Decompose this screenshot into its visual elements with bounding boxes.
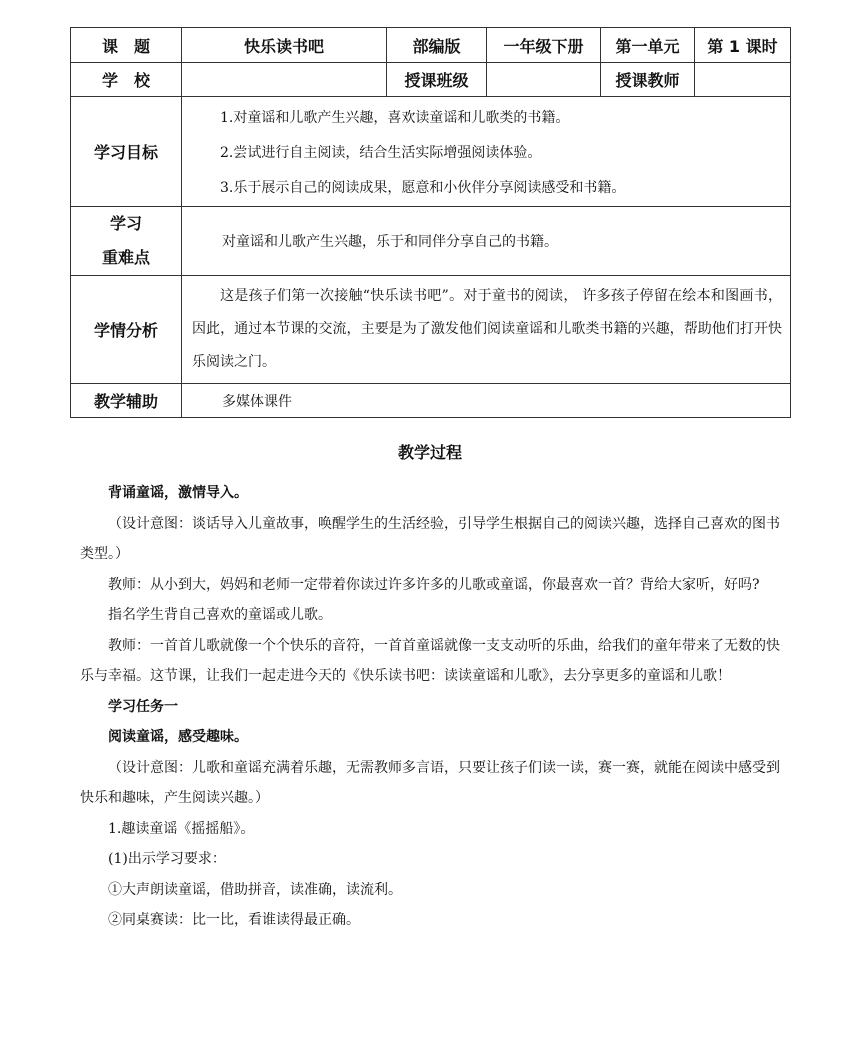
edition: 部编版 — [387, 28, 487, 63]
goal-item: 1.对童谣和儿歌产生兴趣，喜欢读童谣和儿歌类的书籍。 — [220, 110, 570, 126]
key-points-label-line1: 学习 — [109, 214, 142, 233]
analysis-row — [71, 276, 791, 384]
task-heading: 学习任务一 — [108, 698, 178, 715]
section-heading: 阅读童谣，感受趣味。 — [108, 729, 248, 745]
aids-row — [71, 384, 791, 418]
process-title: 教学过程 — [397, 443, 462, 462]
key-points-label — [71, 207, 182, 276]
topic-label: 课 题 — [71, 28, 182, 63]
lesson-period: 第 1 课时 — [695, 28, 791, 63]
paragraph: 教师：从小到大，妈妈和老师一定带着你读过许多许多的儿歌或童谣，你最喜欢一首？背给大家听，好吗? — [108, 576, 760, 593]
school-label: 学 校 — [71, 63, 182, 97]
topic-value: 快乐读书吧 — [182, 28, 387, 63]
paragraph: 教师：一首首儿歌就像一个个快乐的音符，一首首童谣就像一支支动听的乐曲，给我们的童年带来了无数的快乐与幸福。这节课，让我们一起走进今天的《快乐读书吧：读读童谣和儿歌》，去分享更多的童谣和儿歌！ — [80, 637, 780, 684]
paragraph: (1)出示学习要求： — [108, 851, 226, 867]
key-points-label-line2: 重难点 — [101, 248, 150, 267]
teacher-label: 授课教师 — [601, 63, 695, 97]
paragraph: ①大声朗读童谣，借助拼音，读准确，读流利。 — [108, 881, 402, 898]
design-intent: （设计意图：儿歌和童谣充满着乐趣，无需教师多言语，只要让孩子们读一读，赛一赛，就能在阅读中感受到快乐和趣味，产生阅读兴趣。） — [80, 759, 780, 806]
class-label: 授课班级 — [387, 63, 487, 97]
section-heading: 背诵童谣，激情导入。 — [108, 485, 248, 501]
goal-item: 3.乐于展示自己的阅读成果，愿意和小伙伴分享阅读感受和书籍。 — [220, 180, 626, 196]
school-value — [182, 63, 387, 97]
key-points-text: 对童谣和儿歌产生兴趣，乐于和同伴分享自己的书籍。 — [182, 207, 791, 276]
school-row — [71, 63, 791, 97]
paragraph: ②同桌赛读：比一比，看谁读得最正确。 — [108, 912, 360, 928]
lesson-info-table — [70, 27, 791, 418]
unit: 第一单元 — [601, 28, 695, 63]
goal-item: 2.尝试进行自主阅读，结合生活实际增强阅读体验。 — [220, 145, 542, 161]
grade: 一年级下册 — [487, 28, 601, 63]
goals-list — [182, 97, 791, 207]
key-points-row — [71, 207, 791, 276]
analysis-text: 这是孩子们第一次接触“快乐读书吧”。对于童书的阅读， 许多孩子停留在绘本和图画书，因此，通过本节课的交流，主要是为了激发他们阅读童谣和儿歌类书籍的兴趣，帮助他们打开快乐阅读之门。 — [182, 276, 791, 384]
paragraph: 1.趣读童谣《摇摇船》。 — [108, 820, 255, 837]
analysis-label: 学情分析 — [71, 276, 182, 384]
design-intent: （设计意图：谈话导入儿童故事，唤醒学生的生活经验，引导学生根据自己的阅读兴趣，选择自己喜欢的图书类型。） — [80, 515, 780, 562]
class-value — [487, 63, 601, 97]
header-row — [71, 28, 791, 63]
teacher-value — [695, 63, 791, 97]
aids-label: 教学辅助 — [71, 384, 182, 418]
process-body — [80, 478, 780, 936]
paragraph: 指名学生背自己喜欢的童谣或儿歌。 — [108, 607, 332, 623]
aids-text: 多媒体课件 — [182, 384, 791, 418]
goals-row — [71, 97, 791, 207]
goals-label: 学习目标 — [71, 97, 182, 207]
